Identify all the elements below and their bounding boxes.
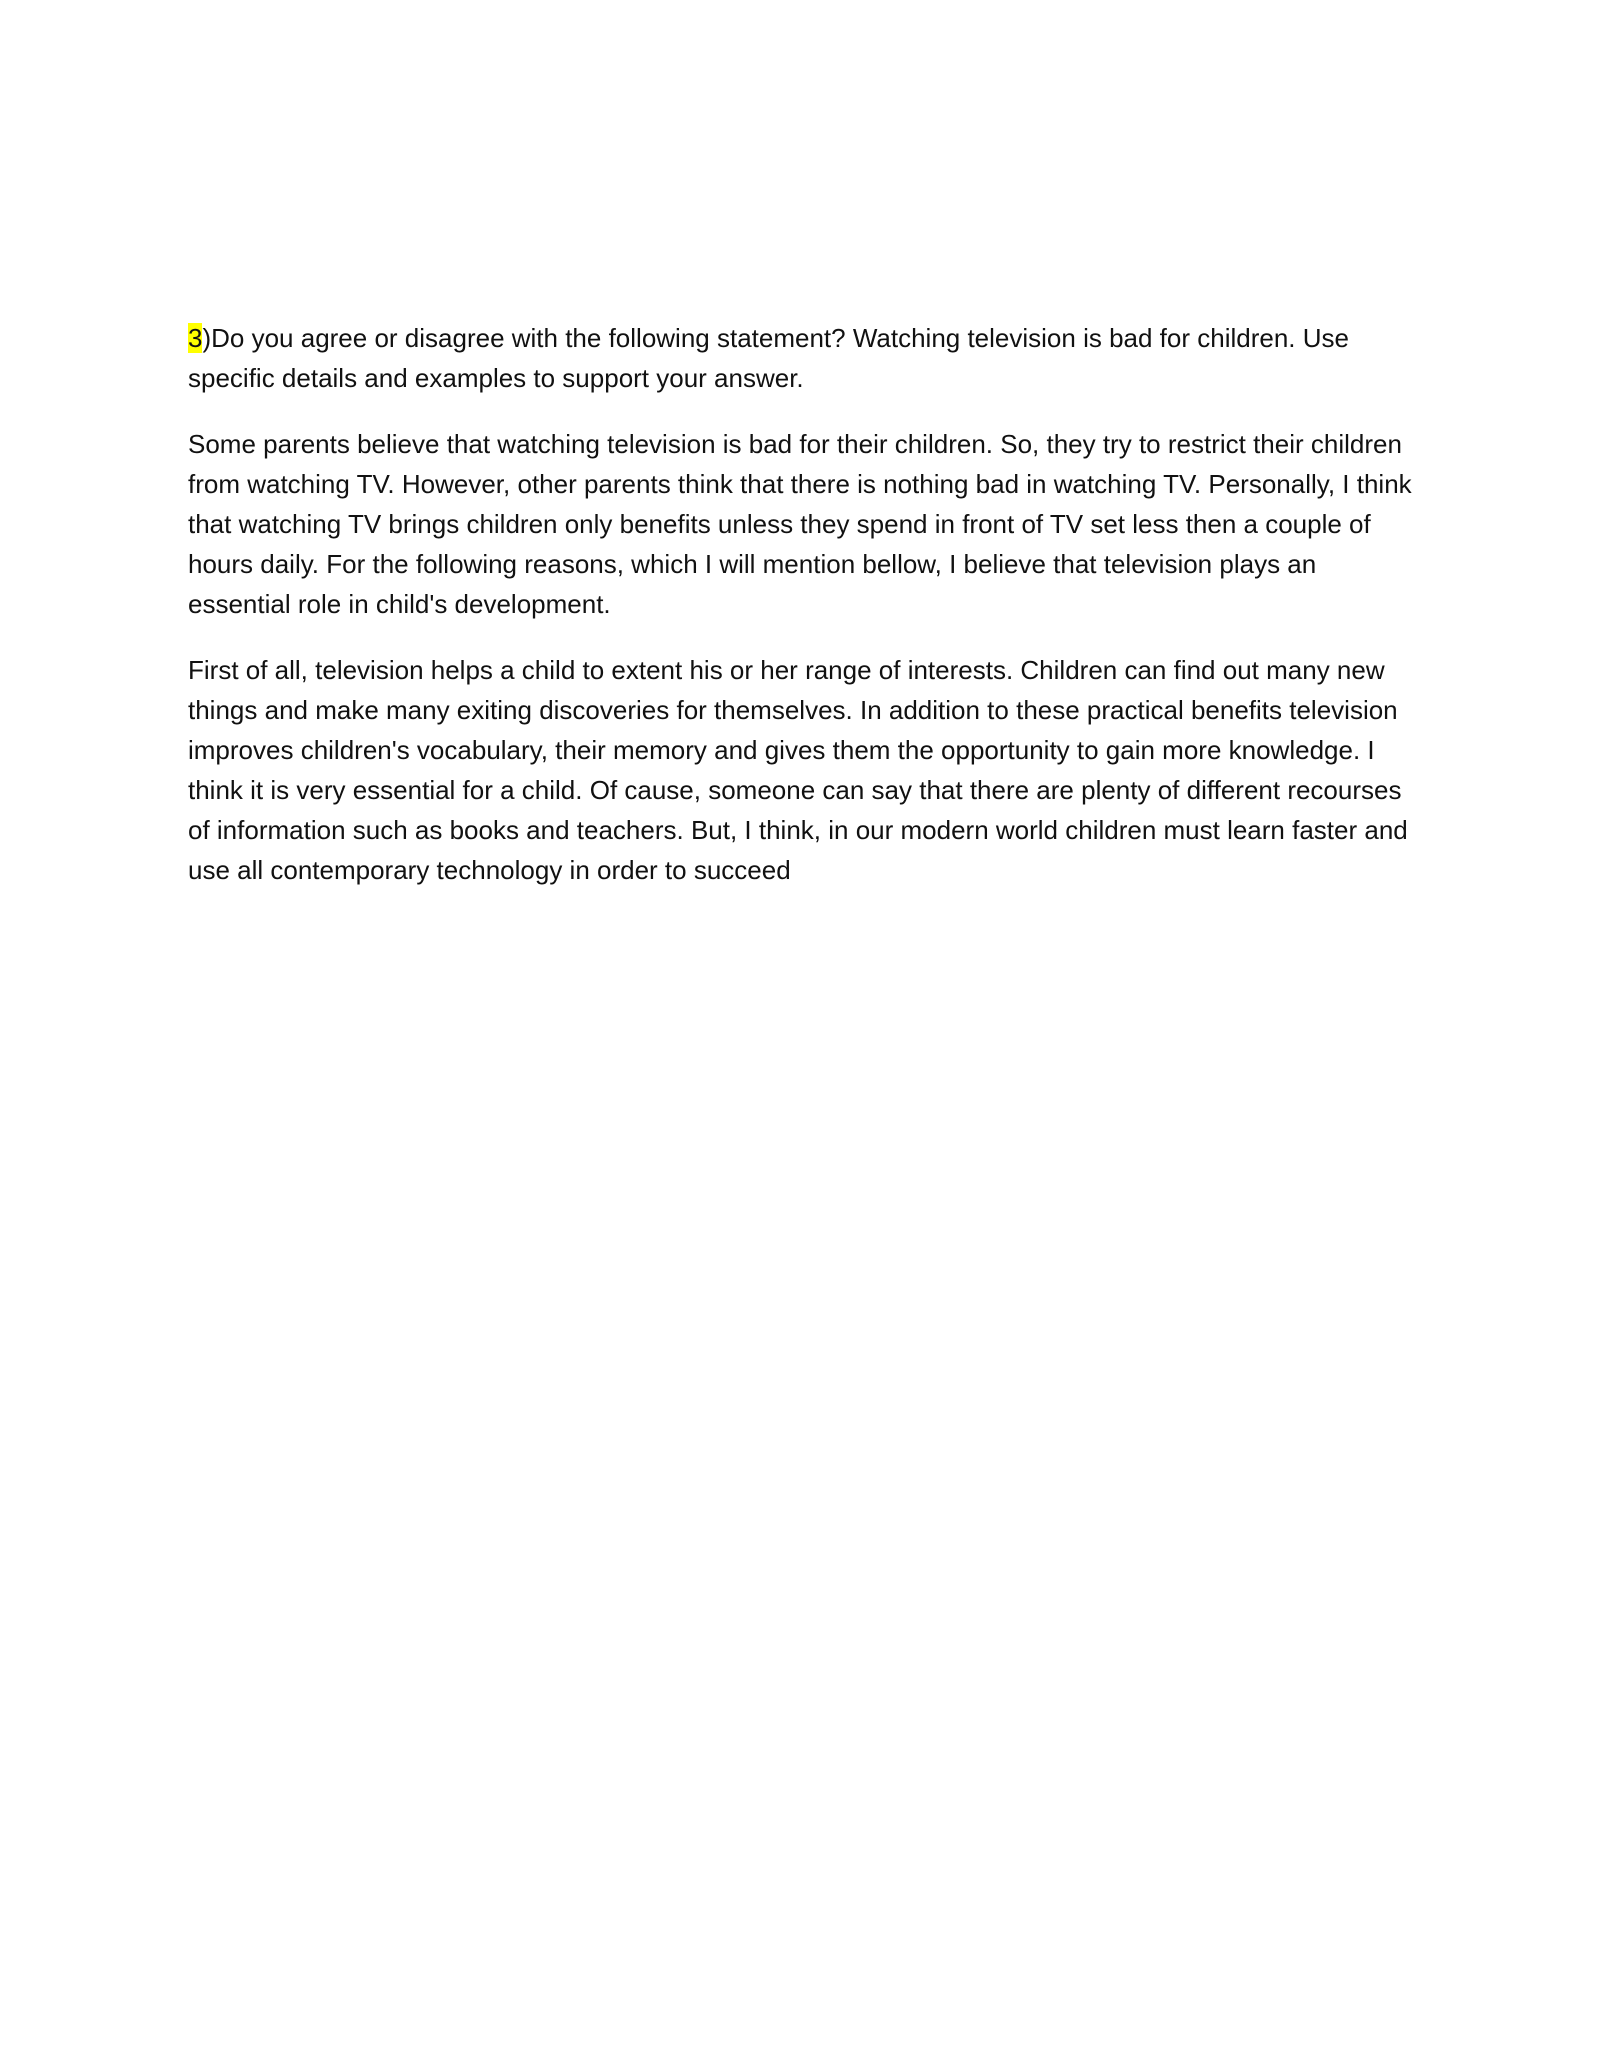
document-body — [188, 318, 1418, 916]
paragraph-body: First of all, television helps a child to extent his or her range of interests. Children can find out many new things and make many exiting discoveries for themselves. In addition to these practical benefits television improves children's vocabulary, their memory and gives them the opportunity to gain more knowledge. I think it is very essential for a child. Of cause, someone can say that there are plenty of different recourses of information such as books and teachers. But, I think, in our modern world children must learn faster and use all contemporary technology in order to succeed — [188, 655, 1408, 885]
question-number-highlight: 3 — [188, 323, 203, 353]
question-text: )Do you agree or disagree with the following statement? Watching television is bad for children. Use specific details and examples to support your answer. — [188, 323, 1349, 393]
question-prompt — [188, 318, 1418, 398]
paragraph-intro: Some parents believe that watching television is bad for their children. So, they try to restrict their children from watching TV. However, other parents think that there is nothing bad in watching TV. Personally, I think that watching TV brings children only benefits unless they spend in front of TV set less then a couple of hours daily. For the following reasons, which I will mention bellow, I believe that television plays an essential role in child's development. — [188, 429, 1412, 619]
